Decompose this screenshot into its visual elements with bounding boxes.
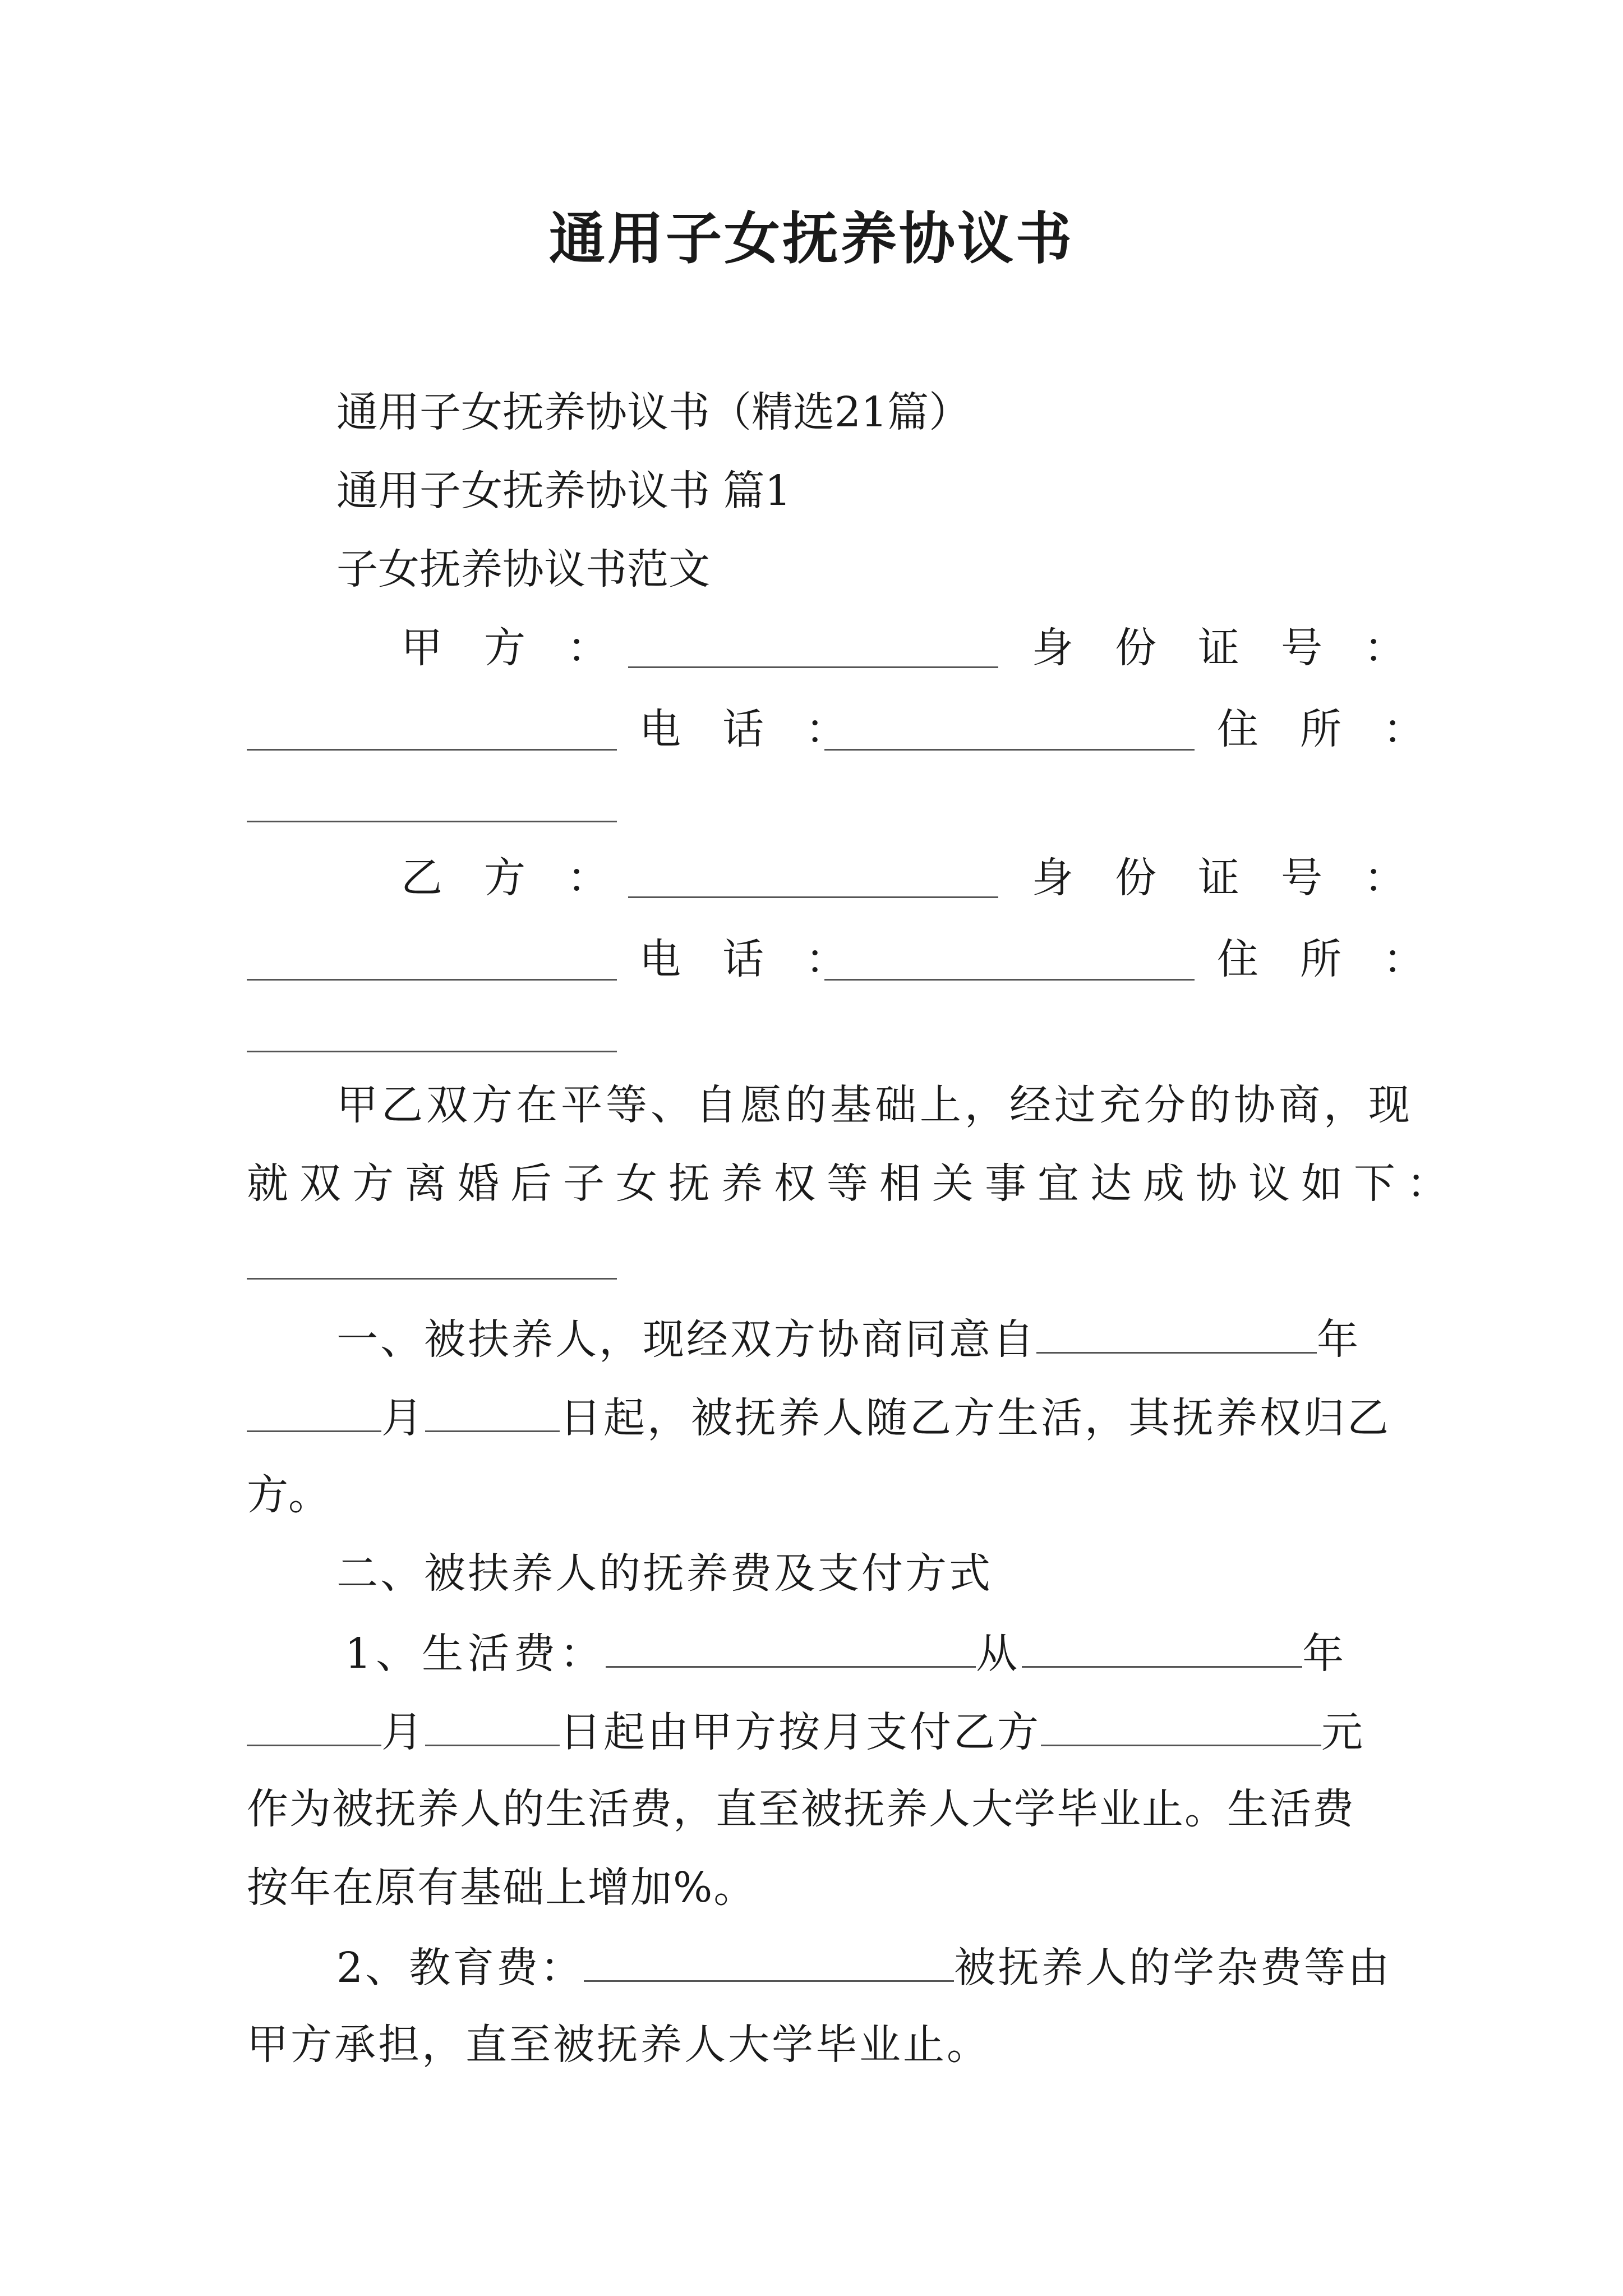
- clause1-day-field[interactable]: [425, 1386, 560, 1432]
- edu-line2: 甲方承担，直至被抚养人大学毕业止。: [247, 2021, 990, 2069]
- intro-line-2: 就双方离婚后子女抚养权等相关事宜达成协议如下：: [247, 1159, 1459, 1208]
- clause1-text-b: 日起，被抚养人随乙方生活，其抚养权归乙: [560, 1394, 1391, 1442]
- clause1-line2: [247, 1386, 1391, 1449]
- party-b-id-field[interactable]: [247, 979, 617, 981]
- party-b-id-label: 身 份 证 号 ：: [1032, 854, 1405, 902]
- document-title: 通用子女抚养协议书: [549, 205, 1074, 272]
- intro-line-1: 甲乙双方在平等、自愿的基础上，经过充分的协商，现: [336, 1081, 1413, 1129]
- party-a-label: 甲 方 ：: [401, 624, 608, 672]
- living-from-label: 从: [976, 1630, 1022, 1678]
- intro-blank-field[interactable]: [247, 1278, 617, 1280]
- living-year-field[interactable]: [1022, 1621, 1302, 1668]
- living-month-label: 月: [381, 1708, 425, 1756]
- clause1-line1: [336, 1307, 1361, 1370]
- edu-text-b: 被抚养人的学杂费等由: [954, 1944, 1392, 1992]
- party-a-name-field[interactable]: [628, 666, 998, 668]
- living-line4: 按年在原有基础上增加%。: [247, 1864, 757, 1912]
- edu-field[interactable]: [584, 1935, 954, 1982]
- party-b-address-label: 住 所 ：: [1217, 935, 1424, 983]
- living-line1: [345, 1621, 1348, 1685]
- living-text-b: 日起由甲方按月支付乙方: [560, 1708, 1041, 1756]
- living-year-label: 年: [1302, 1630, 1349, 1678]
- party-b-name-field[interactable]: [628, 896, 998, 898]
- living-line3: 作为被抚养人的生活费，直至被抚养人大学毕业止。生活费: [247, 1785, 1355, 1833]
- edu-label: 2、教育费：: [336, 1944, 584, 1992]
- party-b-address-field[interactable]: [247, 1051, 617, 1052]
- party-b-label: 乙 方 ：: [401, 854, 608, 902]
- sample-heading: 子女抚养协议书范文: [336, 545, 710, 593]
- edu-line1: [336, 1935, 1391, 1999]
- living-line2: [247, 1700, 1365, 1763]
- party-a-id-label: 身 份 证 号 ：: [1032, 624, 1405, 672]
- party-a-phone-field[interactable]: [824, 749, 1195, 751]
- clause1-line3: 方。: [247, 1471, 330, 1519]
- clause2-heading: 二、被扶养人的抚养费及支付方式: [336, 1549, 993, 1598]
- living-amount-field[interactable]: [606, 1621, 976, 1668]
- living-day-field[interactable]: [425, 1700, 560, 1746]
- section-heading: 通用子女抚养协议书 篇1: [336, 467, 791, 515]
- subtitle: 通用子女抚养协议书（精选21篇）: [336, 388, 971, 436]
- party-a-address-label: 住 所 ：: [1217, 705, 1424, 753]
- party-b-phone-label: 电 话 ：: [639, 935, 847, 983]
- living-month-field[interactable]: [247, 1700, 381, 1746]
- living-payment-field[interactable]: [1041, 1700, 1321, 1746]
- living-label: 1、生活费：: [345, 1630, 606, 1678]
- clause1-month-label: 月: [381, 1394, 425, 1442]
- party-a-id-field[interactable]: [247, 749, 617, 751]
- clause1-text-a: 一、被扶养人，现经双方协商同意自: [336, 1315, 1036, 1364]
- clause1-year-field[interactable]: [1036, 1307, 1317, 1354]
- party-a-phone-label: 电 话 ：: [639, 705, 847, 753]
- party-b-phone-field[interactable]: [824, 979, 1195, 981]
- clause1-year-label: 年: [1317, 1315, 1361, 1364]
- living-currency-label: 元: [1321, 1708, 1365, 1756]
- clause1-month-field[interactable]: [247, 1386, 381, 1432]
- party-a-address-field[interactable]: [247, 821, 617, 822]
